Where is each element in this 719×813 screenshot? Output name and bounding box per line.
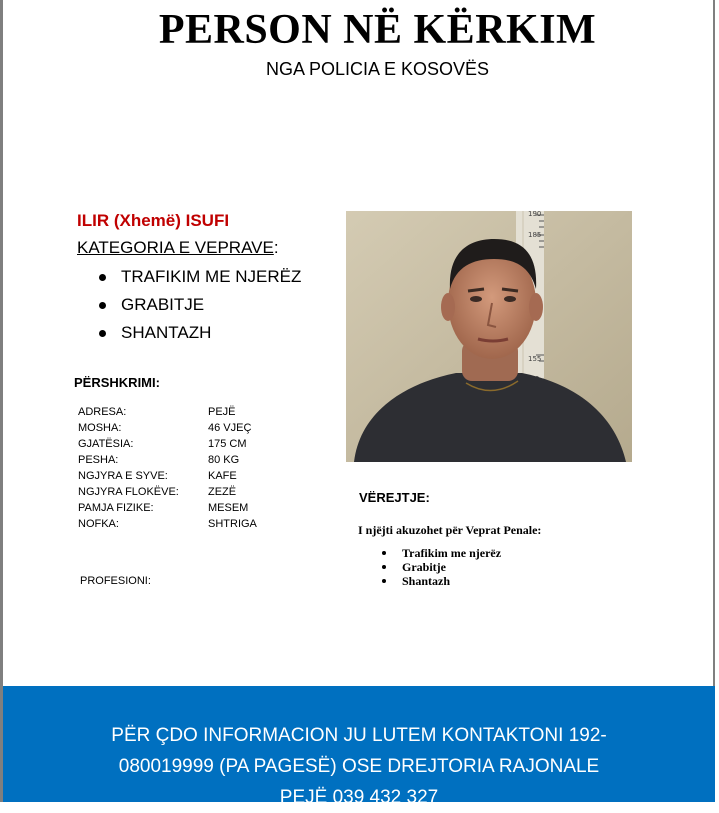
page-title: PERSON NË KËRKIM [158, 7, 597, 53]
crime-item [97, 263, 301, 291]
bullet-icon [382, 551, 386, 555]
bullet-icon [99, 274, 106, 281]
scale-label: 185 [528, 231, 542, 239]
bullet-icon [99, 330, 106, 337]
footer-line: PËR ÇDO INFORMACION JU LUTEM KONTAKTONI 192- [111, 725, 607, 746]
field-value: 80 KG [208, 454, 240, 466]
category-heading [77, 238, 279, 258]
table-row [76, 500, 257, 516]
remarks-list [382, 546, 501, 588]
list-item [382, 574, 501, 588]
field-label: NOFKA: [78, 518, 119, 530]
crime-label: TRAFIKIM ME NJERËZ [121, 267, 302, 286]
scale-label: 155 [528, 355, 542, 363]
field-value: SHTRIGA [208, 518, 257, 530]
description-table [76, 404, 257, 532]
field-value: PEJË [208, 406, 236, 418]
remark-label: Shantazh [402, 574, 451, 588]
suspect-photo [346, 211, 632, 462]
bullet-icon [382, 565, 386, 569]
field-value: KAFE [208, 470, 237, 482]
category-label: KATEGORIA E VEPRAVE [77, 238, 274, 257]
category-colon: : [273, 238, 279, 257]
footer-line: PEJË 039 432 327 [279, 787, 439, 808]
bullet-icon [99, 302, 106, 309]
scale-label: 190 [528, 211, 542, 218]
remark-label: Trafikim me njerëz [402, 546, 502, 560]
field-label: ADRESA: [78, 406, 127, 418]
field-label: NGJYRA E SYVE: [78, 470, 168, 482]
remark-label: Grabitje [402, 560, 446, 574]
table-row [76, 484, 257, 500]
bullet-icon [382, 579, 386, 583]
field-label: PESHA: [78, 454, 119, 466]
crime-list [97, 263, 301, 347]
remarks-heading: VËREJTJE: [359, 490, 430, 505]
list-item [382, 560, 501, 574]
field-value: 175 CM [208, 438, 247, 450]
field-label: MOSHA: [78, 422, 122, 434]
table-row [76, 420, 257, 436]
person-name: ILIR (Xhemë) ISUFI [77, 211, 230, 230]
description-heading: PËRSHKRIMI: [74, 375, 160, 390]
crime-item [97, 291, 301, 319]
crime-item [97, 319, 301, 347]
footer-line: 080019999 (PA PAGESË) OSE DREJTORIA RAJONALE [118, 756, 600, 777]
crime-label: GRABITJE [121, 295, 205, 314]
table-row [76, 468, 257, 484]
contact-footer [3, 686, 715, 808]
table-row [76, 516, 257, 532]
page-subtitle: NGA POLICIA E KOSOVËS [265, 59, 490, 79]
crime-label: SHANTAZH [121, 323, 212, 342]
field-label: PAMJA FIZIKE: [78, 502, 154, 514]
table-row [76, 404, 257, 420]
field-label: GJATËSIA: [78, 438, 134, 450]
table-row [76, 436, 257, 452]
field-value: ZEZË [208, 486, 237, 498]
table-row [76, 452, 257, 468]
list-item [382, 546, 501, 560]
field-value: 46 VJEÇ [208, 422, 252, 434]
field-label: NGJYRA FLOKËVE: [78, 486, 179, 498]
remarks-intro: I njëjti akuzohet për Veprat Penale: [358, 523, 542, 537]
field-value: MESEM [208, 502, 249, 514]
profession-label: PROFESIONI: [80, 575, 151, 587]
mugshot-image [346, 211, 632, 462]
